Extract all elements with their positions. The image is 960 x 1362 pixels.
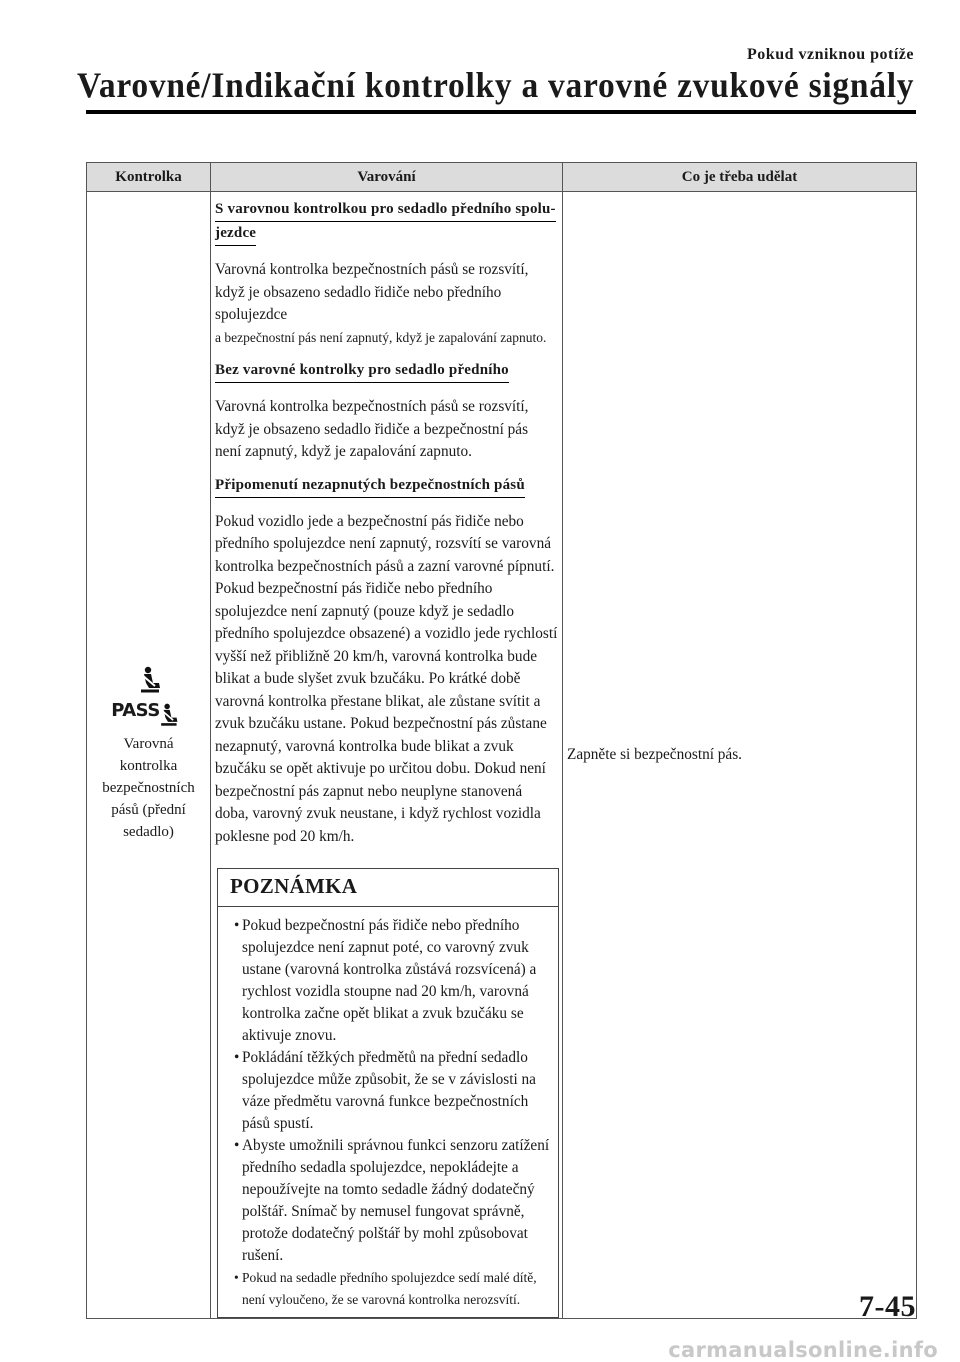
note-item <box>234 915 552 1047</box>
pass-seatbelt-figure-icon <box>156 703 180 727</box>
indicator-label: Varovná kontrolka bezpečnostních pásů (přední sedadlo) <box>102 736 195 841</box>
subheading-with-passenger-indicator: S varovnou kontrolkou pro sedadlo předního spolu- <box>215 198 556 222</box>
column-header-warning: Varování <box>211 163 563 192</box>
table-row <box>87 192 917 1319</box>
page-number: 7-45 <box>859 1290 916 1323</box>
section-title: Pokud vzniknou potíže <box>747 46 914 63</box>
note-item <box>234 1267 552 1311</box>
subheading-without-passenger-indicator: Bez varovné kontrolky pro sedadlo předního <box>215 359 509 383</box>
table-header-row <box>87 163 917 192</box>
note-item <box>234 1047 552 1135</box>
warning-table <box>86 162 917 1319</box>
note-item <box>234 1135 552 1267</box>
note-item-text: Pokládání těžkých předmětů na přední sedadlo spolujezdce může způsobit, že se v závislosti na váze předmětu varovná funkce bezpečnostních pásů spustí. <box>242 1048 536 1132</box>
paragraph-without-passenger-indicator: Varovná kontrolka bezpečnostních pásů se rozsvítí, když je obsazeno sedadlo řidiče a bezpečnostní pás není zapnutý, když je zapalování zapnuto. <box>215 398 529 460</box>
paragraph-with-passenger-indicator <box>215 259 558 349</box>
bullet: • <box>234 1269 239 1285</box>
bullet: • <box>234 916 240 934</box>
warning-cell <box>211 192 563 1319</box>
bullet: • <box>234 1136 240 1154</box>
action-cell <box>563 192 917 1319</box>
note-item-text: Abyste umožnili správnou funkci senzoru zatížení předního sedadla spolujezdce, nepokládejte a nepoužívejte na tomto sedadle žádný dodatečný polštář. Snímač by nemusel fungovat správně, protože dodatečný polštář by mohl způsobovat rušení. <box>242 1136 550 1264</box>
note-box <box>217 868 559 1318</box>
subheading-with-passenger-indicator-cont: jezdce <box>215 222 256 246</box>
pass-label: PASS <box>111 700 160 722</box>
bullet: • <box>234 1048 240 1066</box>
column-header-indicator: Kontrolka <box>87 163 211 192</box>
column-header-action: Co je třeba udělat <box>563 163 917 192</box>
subheading-seatbelt-reminder: Připomenutí nezapnutých bezpečnostních pásů <box>215 474 525 498</box>
page-title: Varovné/Indikační kontrolky a varovné zvukové signály <box>76 65 914 105</box>
indicator-cell <box>87 192 211 1319</box>
note-item-text: Pokud na sedadle předního spolujezdce sedí malé dítě, není vyloučeno, že se varovná kontrolka nerozsvítí. <box>242 1269 537 1307</box>
action-text: Zapněte si bezpečnostní pás. <box>567 745 743 763</box>
paragraph-text-small: a bezpečnostní pás není zapnutý, když je zapalování zapnuto. <box>215 329 547 345</box>
heading-rule <box>86 110 916 114</box>
watermark: carmanualsonline.info <box>668 1338 938 1362</box>
paragraph-seatbelt-reminder: Pokud vozidlo jede a bezpečnostní pás řidiče nebo předního spolujezdce není zapnutý, rozsvítí se varovná kontrolka bezpečnostních pásů a zazní varovné pípnutí. Pokud bezpečnostní pás řidiče nebo předního spolujezdce není zapnutý (pouze když je sedadlo předního spolujezdce obsazené) a vozidlo jede rychlostí vyšší než přibližně 20 km/h, varovná kontrolka bude blikat a bude slyšet zvuk bzučáku. Po krátké době varovná kontrolka přestane blikat, ale zůstane svítit a zvuk bzučáku ustane. Pokud bezpečnostní pás zůstane nezapnutý, varovná kontrolka bude blikat a zvuk bzučáku se opět aktivuje po určitou dobu. Dokud není bezpečnostní pás zapnut nebo neuplyne stanovená doba, varovný zvuk neustane, i když rychlost vozidla poklesne pod 20 km/h. <box>215 512 558 845</box>
pass-seatbelt-icon <box>111 700 180 721</box>
seatbelt-icon <box>135 666 163 694</box>
paragraph-text: Varovná kontrolka bezpečnostních pásů se rozsvítí, když je obsazeno sedadlo řidiče nebo předního spolujezdce <box>215 261 529 323</box>
note-item-text: Pokud bezpečnostní pás řidiče nebo předního spolujezdce není zapnut poté, co varovný zvuk ustane (varovná kontrolka zůstává rozsvícená) a rychlost vozidla stoupne nad 20 km/h, varovná kontrolka začne opět blikat a zvuk bzučáku se aktivuje znovu. <box>242 916 537 1044</box>
note-title: POZNÁMKA <box>218 869 558 907</box>
